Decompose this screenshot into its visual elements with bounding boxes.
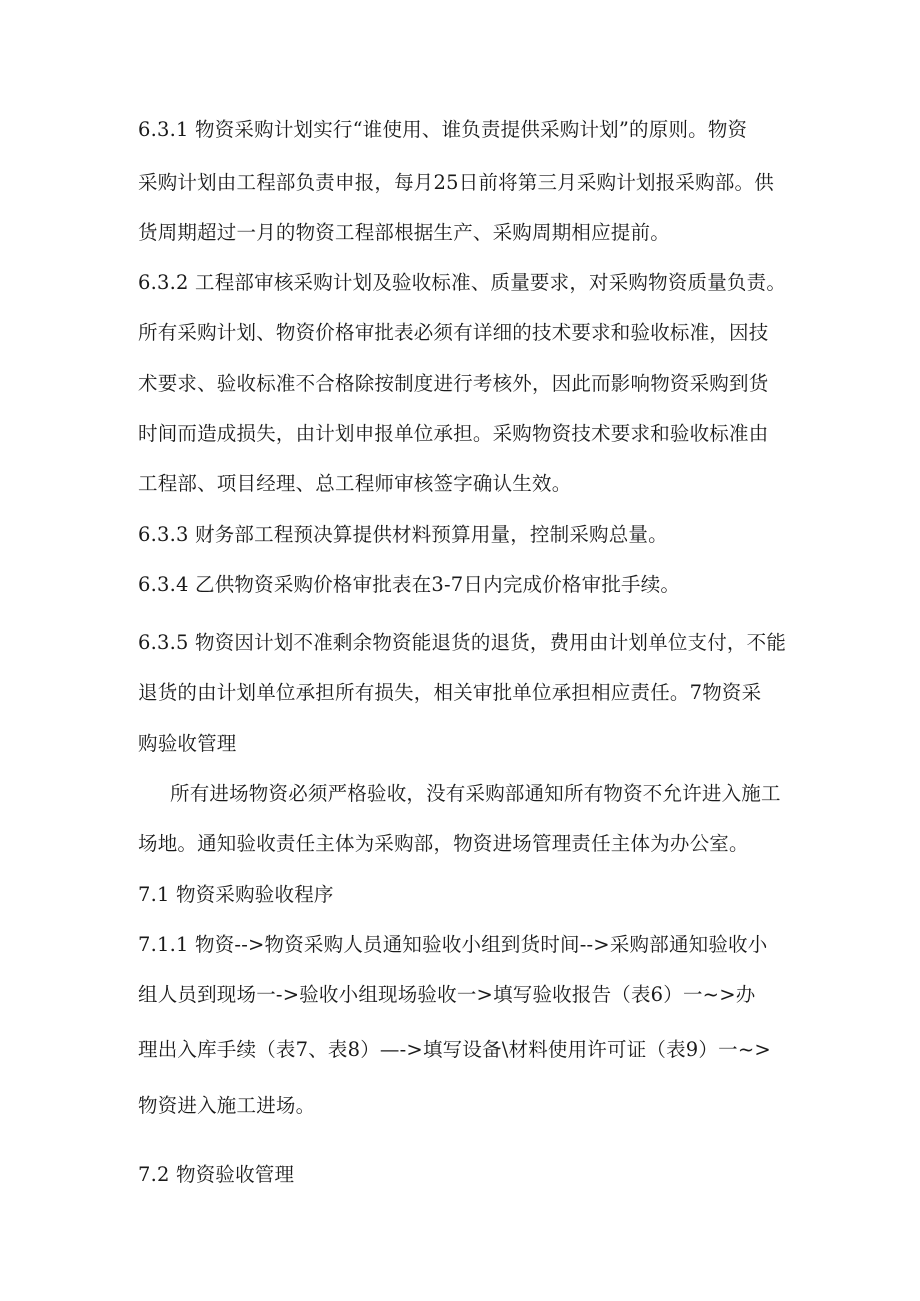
paragraph-line-6-3-1-b: 采购计划由工程部负责申报，每月25日前将第三月采购计划报采购部。供 bbox=[138, 171, 774, 194]
paragraph-line-intro-b: 场地。通知验收责任主体为采购部，物资进场管理责任主体为办公室。 bbox=[138, 832, 749, 855]
paragraph-line-7-1-1-c: 理出入库手续（表7、表8）—->填写设备\材料使用许可证（表9）一~> bbox=[138, 1038, 771, 1061]
paragraph-line-6-3-5-a: 6.3.5 物资因计划不准剩余物资能退货的退货，费用由计划单位支付，不能 bbox=[138, 631, 787, 654]
paragraph-line-7-1-1-a: 7.1.1 物资-->物资采购人员通知验收小组到货时间-->采购部通知验收小 bbox=[138, 933, 768, 956]
paragraph-line-6-3-3: 6.3.3 财务部工程预决算提供材料预算用量，控制采购总量。 bbox=[138, 523, 668, 546]
section-heading-7-2: 7.2 物资验收管理 bbox=[138, 1163, 295, 1186]
paragraph-line-intro-a: 所有进场物资必须严格验收，没有采购部通知所有物资不允许进入施工 bbox=[170, 782, 781, 805]
paragraph-line-6-3-2-a: 6.3.2 工程部审核采购计划及验收标准、质量要求，对采购物资质量负责。 bbox=[138, 271, 787, 294]
paragraph-line-7-1-1-d: 物资进入施工进场。 bbox=[138, 1094, 316, 1117]
paragraph-line-6-3-2-c: 术要求、验收标准不合格除按制度进行考核外，因此而影响物资采购到货 bbox=[138, 372, 769, 395]
paragraph-line-6-3-5-b: 退货的由计划单位承担所有损失，相关审批单位承担相应责任。7物资采 bbox=[138, 681, 762, 704]
paragraph-line-6-3-1-c: 货周期超过一月的物资工程部根据生产、采购周期相应提前。 bbox=[138, 221, 670, 244]
paragraph-line-6-3-4: 6.3.4 乙供物资采购价格审批表在3-7日内完成价格审批手续。 bbox=[138, 573, 681, 596]
section-heading-7-1: 7.1 物资采购验收程序 bbox=[138, 883, 334, 906]
paragraph-line-7-1-1-b: 组人员到现场一->验收小组现场验收一>填写验收报告（表6）一~>办 bbox=[138, 983, 756, 1006]
paragraph-line-6-3-1-a: 6.3.1 物资采购计划实行“谁使用、谁负责提供采购计划”的原则。物资 bbox=[138, 118, 748, 141]
paragraph-line-6-3-2-e: 工程部、项目经理、总工程师审核签字确认生效。 bbox=[138, 472, 572, 495]
paragraph-line-6-3-2-d: 时间而造成损失，由计划申报单位承担。采购物资技术要求和验收标准由 bbox=[138, 422, 769, 445]
paragraph-line-6-3-5-c: 购验收管理 bbox=[138, 732, 237, 755]
paragraph-line-6-3-2-b: 所有采购计划、物资价格审批表必须有详细的技术要求和验收标准，因技 bbox=[138, 321, 769, 344]
